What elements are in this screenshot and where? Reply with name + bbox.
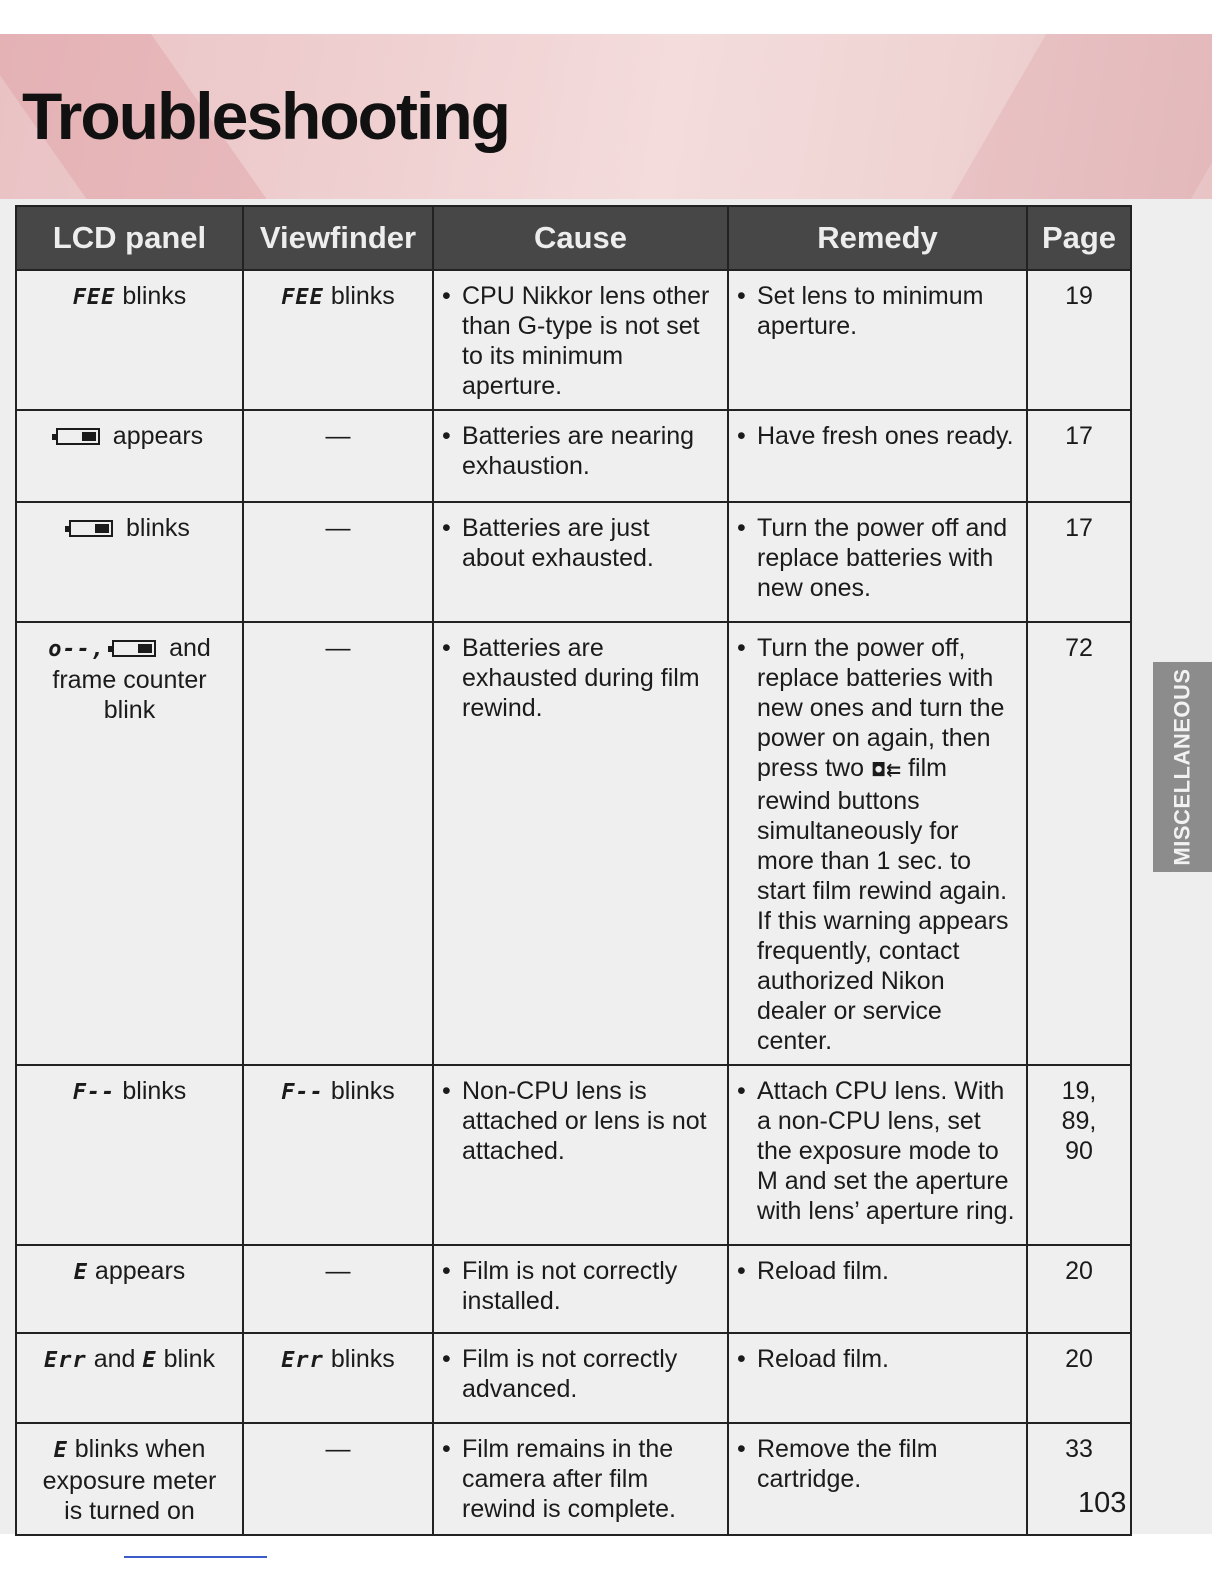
remedy-cell: [728, 622, 1027, 1065]
page-ref-cell: [1027, 1065, 1131, 1245]
page-ref: 89,: [1061, 1107, 1097, 1135]
battery-low-icon: [69, 520, 113, 537]
table-row: [16, 270, 1131, 410]
bullet: •: [442, 422, 451, 450]
troubleshooting-table: [15, 205, 1132, 1536]
bullet: •: [737, 282, 746, 310]
viewfinder-cell: [243, 1333, 433, 1423]
cause-cell: [433, 410, 728, 502]
rewind-button-icon: ◘⇇: [870, 760, 902, 781]
remedy-cell: [728, 270, 1027, 410]
remedy-text: Reload film.: [757, 1345, 889, 1373]
lcd-cell: [16, 622, 243, 1065]
lcd-status-text: is turned on: [64, 1497, 195, 1525]
page-ref-cell: 33: [1027, 1423, 1131, 1535]
cause-cell: [433, 270, 728, 410]
lcd-status-text: blinks: [122, 1077, 187, 1105]
header-cause: Cause: [433, 206, 728, 270]
remedy-cell: [728, 502, 1027, 622]
remedy-cell: [728, 1065, 1027, 1245]
lcd-err-symbol: Err: [44, 1348, 87, 1373]
lcd-status-text: frame counter: [52, 666, 207, 694]
bullet: •: [442, 1345, 451, 1373]
vf-fee-symbol: FEE: [281, 285, 324, 310]
lcd-cell: [16, 1065, 243, 1245]
lcd-status-text: appears: [94, 1257, 186, 1285]
remedy-text: Have fresh ones ready.: [757, 422, 1014, 450]
cause-text: Non-CPU lens is attached or lens is not attached.: [462, 1077, 707, 1165]
remedy-text: Turn the power off and replace batteries with new ones.: [757, 514, 1008, 602]
lcd-cell: [16, 410, 243, 502]
header-remedy: Remedy: [728, 206, 1027, 270]
cause-text: CPU Nikkor lens other than G-type is not set to its minimum aperture.: [462, 282, 710, 400]
header-viewfinder: Viewfinder: [243, 206, 433, 270]
bullet: •: [737, 1345, 746, 1373]
bullet: •: [442, 282, 451, 310]
lcd-status-text: blinks: [126, 514, 190, 542]
cause-cell: [433, 1333, 728, 1423]
viewfinder-cell: —: [243, 410, 433, 502]
bullet: •: [737, 422, 746, 450]
table-header-row: [16, 206, 1131, 270]
remedy-text: Set lens to minimum aperture.: [757, 282, 984, 340]
lcd-status-text: and: [169, 634, 211, 662]
lcd-e-symbol: E: [53, 1438, 68, 1463]
table-row: [16, 502, 1131, 622]
bullet: •: [737, 634, 746, 662]
header-page: Page: [1027, 206, 1131, 270]
page-ref-cell: 19: [1027, 270, 1131, 410]
page-ref: 90: [1065, 1137, 1093, 1165]
battery-low-icon: [112, 640, 156, 657]
page-ref-cell: 20: [1027, 1245, 1131, 1333]
page-ref-cell: 20: [1027, 1333, 1131, 1423]
cause-text: Film is not correctly advanced.: [462, 1345, 678, 1403]
viewfinder-cell: —: [243, 502, 433, 622]
bullet: •: [442, 1257, 451, 1285]
section-tab-label: MISCELLANEOUS: [1169, 668, 1195, 866]
viewfinder-cell: —: [243, 1245, 433, 1333]
lcd-f-dash-symbol: F--: [72, 1080, 116, 1105]
lcd-cell: [16, 270, 243, 410]
bullet: •: [442, 1435, 451, 1463]
vf-status-text: blinks: [330, 1345, 395, 1373]
remedy-text: Remove the film cartridge.: [757, 1435, 938, 1493]
bullet: •: [442, 1077, 451, 1105]
remedy-cell: [728, 1333, 1027, 1423]
cause-cell: [433, 1423, 728, 1535]
bullet: •: [737, 1257, 746, 1285]
cause-cell: [433, 1245, 728, 1333]
lcd-cell: [16, 1333, 243, 1423]
lcd-status-text: appears: [112, 422, 204, 450]
lcd-rewind-symbol: o--,: [48, 637, 106, 662]
section-tab-miscellaneous: [1153, 662, 1212, 872]
cause-text: Film remains in the camera after film rewind is complete.: [462, 1435, 676, 1523]
scan-edge-line: [124, 1556, 267, 1558]
remedy-text-part: Turn the power off, replace batteries with new ones and turn the power on again, then press two: [757, 634, 1005, 782]
lcd-status-text: and: [93, 1345, 136, 1373]
table-row: [16, 622, 1131, 1065]
viewfinder-cell: —: [243, 1423, 433, 1535]
cause-cell: [433, 1065, 728, 1245]
remedy-cell: [728, 1423, 1027, 1535]
remedy-text: Reload film.: [757, 1257, 889, 1285]
lcd-cell: [16, 1423, 243, 1535]
bullet: •: [737, 514, 746, 542]
vf-status-text: blinks: [330, 1077, 395, 1105]
vf-err-symbol: Err: [281, 1348, 324, 1373]
viewfinder-cell: [243, 270, 433, 410]
table-row: [16, 1333, 1131, 1423]
viewfinder-cell: [243, 1065, 433, 1245]
remedy-text: [757, 633, 1018, 1056]
remedy-cell: [728, 1245, 1027, 1333]
remedy-cell: [728, 410, 1027, 502]
lcd-status-text: blink: [163, 1345, 215, 1373]
bullet: •: [737, 1077, 746, 1105]
lcd-e-symbol: E: [142, 1348, 157, 1373]
lcd-fee-symbol: FEE: [72, 285, 116, 310]
table-row: [16, 1423, 1131, 1535]
cause-text: Batteries are nearing exhaustion.: [462, 422, 695, 480]
cause-text: Batteries are just about exhausted.: [462, 514, 654, 572]
battery-low-icon: [56, 428, 100, 445]
vf-f-dash-symbol: F--: [281, 1080, 324, 1105]
lcd-status-text: blinks when: [74, 1435, 206, 1463]
lcd-e-symbol: E: [73, 1260, 88, 1285]
bullet: •: [737, 1435, 746, 1463]
lcd-cell: [16, 1245, 243, 1333]
page-number: 103: [1078, 1487, 1127, 1519]
viewfinder-cell: —: [243, 622, 433, 1065]
table-row: [16, 1245, 1131, 1333]
remedy-text-part: film rewind buttons simultaneously for more than 1 sec. to start film rewind again. If this warning appears frequently, contact authorized Nikon dealer or service center.: [757, 754, 1009, 1055]
cause-cell: [433, 502, 728, 622]
lcd-status-text: blinks: [122, 282, 187, 310]
cause-text: Batteries are exhausted during film rewind.: [462, 634, 700, 722]
table-row: [16, 1065, 1131, 1245]
vf-status-text: blinks: [330, 282, 395, 310]
header-lcd-panel: LCD panel: [16, 206, 243, 270]
lcd-status-text: exposure meter: [42, 1467, 217, 1495]
bullet: •: [442, 634, 451, 662]
page-title: Troubleshooting: [22, 79, 509, 153]
lcd-cell: [16, 502, 243, 622]
remedy-text: Attach CPU lens. With a non-CPU lens, set the exposure mode to M and set the aperture with lens’ aperture ring.: [757, 1077, 1015, 1225]
page-ref-cell: 17: [1027, 410, 1131, 502]
page-ref-cell: 17: [1027, 502, 1131, 622]
page-ref: 19,: [1061, 1077, 1097, 1105]
table-row: [16, 410, 1131, 502]
cause-text: Film is not correctly installed.: [462, 1257, 678, 1315]
cause-cell: [433, 622, 728, 1065]
bullet: •: [442, 514, 451, 542]
lcd-status-text: blink: [103, 696, 156, 724]
page-ref-cell: 72: [1027, 622, 1131, 1065]
